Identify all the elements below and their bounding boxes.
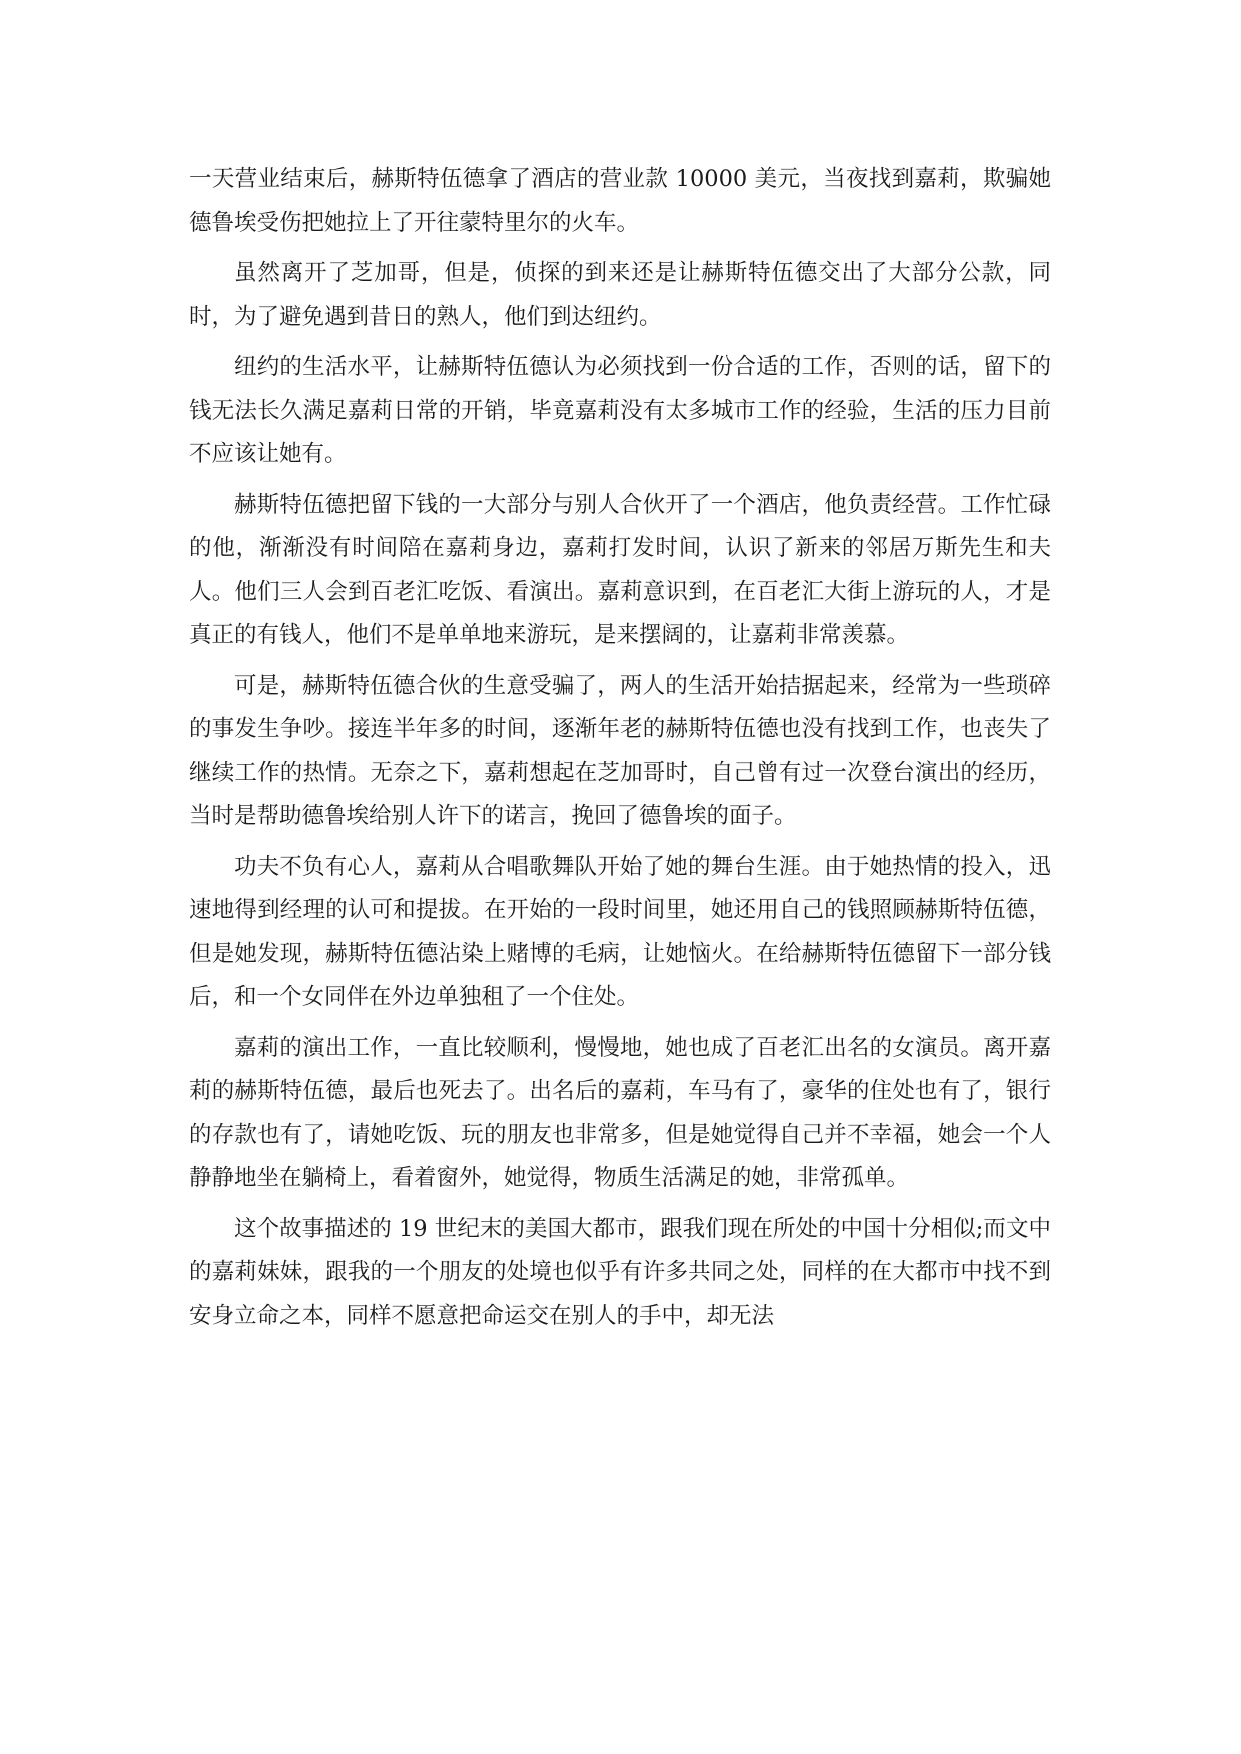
paragraph-6: 功夫不负有心人，嘉莉从合唱歌舞队开始了她的舞台生涯。由于她热情的投入，迅速地得到经理的认可和提拔。在开始的一段时间里，她还用自己的钱照顾赫斯特伍德，但是她发现，赫斯特伍德沾染上赌博的毛病，让她恼火。在给赫斯特伍德留下一部分钱后，和一个女同伴在外边单独租了一个住处。 — [189, 853, 1051, 1010]
document-body — [189, 158, 1051, 1345]
paragraph-5: 可是，赫斯特伍德合伙的生意受骗了，两人的生活开始拮据起来，经常为一些琐碎的事发生争吵。接连半年多的时间，逐渐年老的赫斯特伍德也没有找到工作，也丧失了继续工作的热情。无奈之下，嘉莉想起在芝加哥时，自己曾有过一次登台演出的经历，当时是帮助德鲁埃给别人许下的诺言，挽回了德鲁埃的面子。 — [189, 672, 1051, 829]
paragraph-8: 这个故事描述的 19 世纪末的美国大都市，跟我们现在所处的中国十分相似;而文中的嘉莉妹妹，跟我的一个朋友的处境也似乎有许多共同之处，同样的在大都市中找不到安身立命之本，同样不愿意把命运交在别人的手中，却无法 — [189, 1215, 1051, 1329]
paragraph-4: 赫斯特伍德把留下钱的一大部分与别人合伙开了一个酒店，他负责经营。工作忙碌的他，渐渐没有时间陪在嘉莉身边，嘉莉打发时间，认识了新来的邻居万斯先生和夫人。他们三人会到百老汇吃饭、看演出。嘉莉意识到，在百老汇大街上游玩的人，才是真正的有钱人，他们不是单单地来游玩，是来摆阔的，让嘉莉非常羡慕。 — [189, 491, 1051, 648]
paragraph-3: 纽约的生活水平，让赫斯特伍德认为必须找到一份合适的工作，否则的话，留下的钱无法长久满足嘉莉日常的开销，毕竟嘉莉没有太多城市工作的经验，生活的压力目前不应该让她有。 — [189, 354, 1051, 467]
paragraph-1: 一天营业结束后，赫斯特伍德拿了酒店的营业款 10000 美元，当夜找到嘉莉，欺骗她德鲁埃受伤把她拉上了开往蒙特里尔的火车。 — [189, 166, 1051, 236]
paragraph-2: 虽然离开了芝加哥，但是，侦探的到来还是让赫斯特伍德交出了大部分公款，同时，为了避免遇到昔日的熟人，他们到达纽约。 — [189, 260, 1051, 330]
paragraph-7: 嘉莉的演出工作，一直比较顺利，慢慢地，她也成了百老汇出名的女演员。离开嘉莉的赫斯特伍德，最后也死去了。出名后的嘉莉，车马有了，豪华的住处也有了，银行的存款也有了，请她吃饭、玩的朋友也非常多，但是她觉得自己并不幸福，她会一个人静静地坐在躺椅上，看着窗外，她觉得，物质生活满足的她，非常孤单。 — [189, 1034, 1051, 1191]
